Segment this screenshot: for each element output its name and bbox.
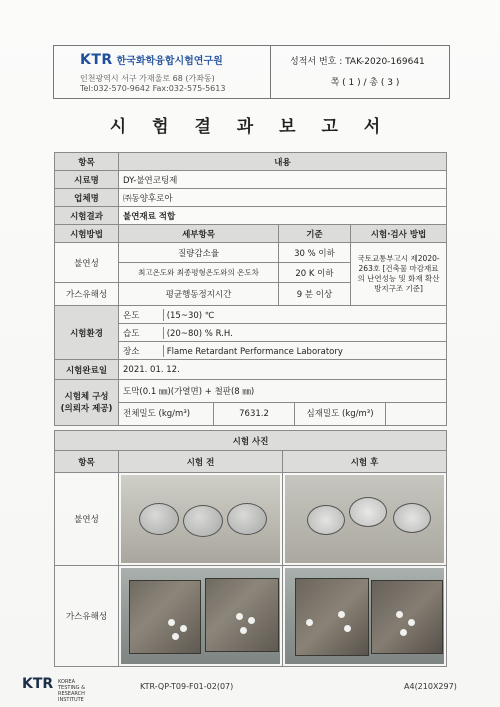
test-method-header: 시험·검사 방법 bbox=[351, 225, 447, 243]
form-number: KTR-QP-T09-F01-02(07) bbox=[140, 682, 234, 691]
photo-gas-after bbox=[283, 566, 447, 667]
completion-date: 2021. 01. 12. bbox=[119, 360, 447, 380]
detail-header: 세부항목 bbox=[119, 225, 279, 243]
method-label: 시험방법 bbox=[55, 225, 119, 243]
env-hum-label: 습도 bbox=[123, 327, 164, 339]
criteria-header: 기준 bbox=[279, 225, 351, 243]
plate-hole bbox=[306, 619, 313, 626]
plate-hole bbox=[248, 617, 255, 624]
page-indicator: 쪽 ( 1 ) / 총 ( 3 ) bbox=[330, 78, 400, 88]
temp-diff-criteria: 20 K 이하 bbox=[279, 263, 351, 283]
specimen-disc bbox=[307, 505, 345, 535]
plate-hole bbox=[168, 619, 175, 626]
gas-after-image bbox=[285, 568, 444, 664]
env-place-label: 장소 bbox=[123, 345, 164, 357]
core-density-label: 심재밀도 (kg/m³) bbox=[295, 403, 386, 425]
density-value: 7631.2 bbox=[214, 403, 295, 425]
report-number-value: TAK-2020-169641 bbox=[345, 57, 425, 67]
page-title: 시 험 결 과 보 고 서 bbox=[109, 117, 391, 137]
photo-gas-before bbox=[119, 566, 283, 667]
report-number-label: 성적서 번호 : bbox=[290, 57, 343, 67]
photo-noncomb-after bbox=[283, 473, 447, 566]
gas-before-image bbox=[121, 568, 280, 664]
result-value: 불연재료 적합 bbox=[119, 207, 447, 225]
col-item-header: 항목 bbox=[55, 153, 119, 171]
plate-hole bbox=[180, 625, 187, 632]
mass-loss-item: 질량감소율 bbox=[119, 243, 279, 263]
col-content-header: 내용 bbox=[119, 153, 447, 171]
plate-hole bbox=[172, 633, 179, 640]
photo-section-title: 시험 사진 bbox=[55, 431, 447, 451]
footer-logo-sub: KOREA TESTING & RESEARCH INSTITUTE bbox=[58, 679, 86, 703]
org-name: 한국화학융합시험연구원 bbox=[116, 56, 223, 67]
env-temp bbox=[119, 306, 447, 324]
company-label: 업체명 bbox=[55, 189, 119, 207]
table-row bbox=[55, 380, 447, 403]
photo-col-item: 항목 bbox=[55, 451, 119, 473]
specimen-disc bbox=[183, 505, 223, 537]
density-cell bbox=[119, 403, 447, 426]
sample-name: DY-불연코팅제 bbox=[119, 171, 447, 189]
plate-hole bbox=[236, 613, 243, 620]
specimen-plate bbox=[371, 580, 443, 654]
specimen-plate bbox=[205, 578, 279, 652]
result-label: 시험결과 bbox=[55, 207, 119, 225]
gas-criteria: 9 분 이상 bbox=[279, 283, 351, 306]
env-humidity bbox=[119, 324, 447, 342]
env-place bbox=[119, 342, 447, 360]
noncomb-after-image bbox=[285, 475, 444, 563]
specimen-disc bbox=[393, 503, 431, 533]
photo-row2-label: 가스유해성 bbox=[55, 566, 119, 667]
plate-hole bbox=[396, 611, 403, 618]
date-label: 시험완료일 bbox=[55, 360, 119, 380]
sample-name-label: 시료명 bbox=[55, 171, 119, 189]
specimen-disc bbox=[139, 503, 179, 535]
footer-logo: KTR bbox=[22, 676, 54, 692]
table-row bbox=[55, 225, 447, 243]
config-label: 시험체 구성 (의뢰자 제공) bbox=[55, 380, 119, 426]
config-value: 도막(0.1 ㎜)(가열면) + 철판(8 ㎜) bbox=[119, 380, 447, 403]
env-temp-value: (15~30) ℃ bbox=[166, 310, 215, 321]
env-label: 시험환경 bbox=[55, 306, 119, 360]
env-place-value: Flame Retardant Performance Laboratory bbox=[166, 346, 343, 357]
mass-loss-criteria: 30 % 이하 bbox=[279, 243, 351, 263]
table-row bbox=[55, 207, 447, 225]
company-name: ㈜동양후로아 bbox=[119, 189, 447, 207]
plate-hole bbox=[338, 611, 345, 618]
result-table bbox=[54, 152, 447, 426]
table-row bbox=[55, 360, 447, 380]
table-row bbox=[55, 171, 447, 189]
plate-hole bbox=[408, 619, 415, 626]
photo-noncomb-before bbox=[119, 473, 283, 566]
env-temp-label: 온도 bbox=[123, 309, 164, 321]
org-info bbox=[54, 46, 271, 98]
specimen-disc bbox=[227, 503, 267, 535]
photo-table bbox=[54, 430, 447, 667]
photo-col-after: 시험 후 bbox=[283, 451, 447, 473]
temp-diff-item: 최고온도와 최종평형온도와의 온도차 bbox=[119, 263, 279, 283]
specimen-disc bbox=[349, 497, 387, 527]
table-row bbox=[55, 189, 447, 207]
report-number bbox=[290, 54, 425, 67]
specimen-plate bbox=[129, 580, 201, 654]
plate-hole bbox=[240, 627, 247, 634]
gas-label: 가스유해성 bbox=[55, 283, 119, 306]
org-address: 인천광역시 서구 가재울로 68 (가좌동) bbox=[80, 74, 215, 83]
table-header-row bbox=[55, 153, 447, 171]
photo-col-before: 시험 전 bbox=[119, 451, 283, 473]
table-row bbox=[55, 243, 447, 263]
plate-hole bbox=[400, 629, 407, 636]
gas-item: 평균행동정지시간 bbox=[119, 283, 279, 306]
density-label: 전체밀도 (kg/m³) bbox=[119, 403, 214, 425]
plate-hole bbox=[344, 625, 351, 632]
org-ktr: KTR bbox=[80, 52, 113, 68]
photo-row1-label: 불연성 bbox=[55, 473, 119, 566]
report-header bbox=[53, 45, 450, 99]
paper-size: A4(210X297) bbox=[404, 682, 457, 691]
test-method-text: 국토교통부고시 제2020-263호 [건축물 마감재료의 난연성능 및 화재 확산 방지구조 기준] bbox=[351, 243, 447, 306]
env-hum-value: (20~80) % R.H. bbox=[166, 328, 233, 339]
noncomb-label: 불연성 bbox=[55, 243, 119, 283]
table-row bbox=[55, 306, 447, 324]
org-logo bbox=[80, 52, 223, 68]
org-contact: Tel:032-570-9642 Fax:032-575-5613 bbox=[80, 84, 226, 93]
noncomb-before-image bbox=[121, 475, 280, 563]
specimen-plate bbox=[295, 578, 369, 656]
